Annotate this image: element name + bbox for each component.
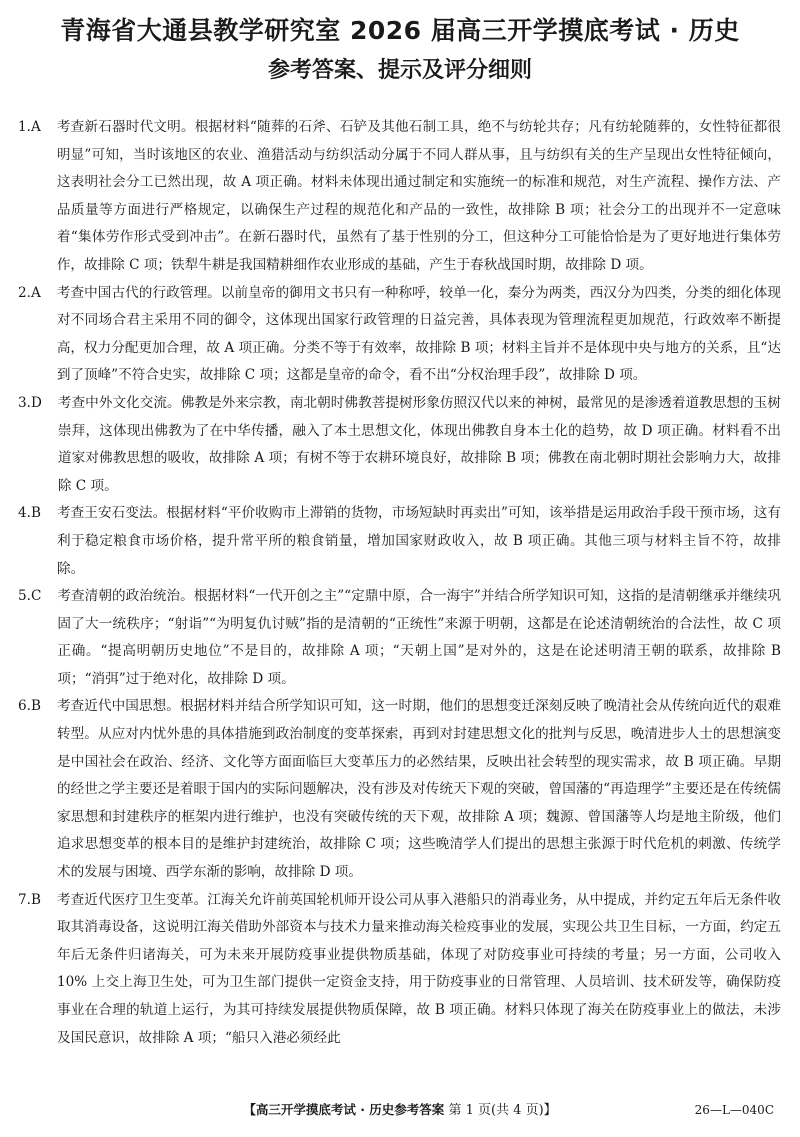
answer-item-5 bbox=[18, 583, 781, 693]
page-subtitle: 参考答案、提示及评分细则 bbox=[267, 58, 532, 83]
answer-choice: B bbox=[30, 698, 41, 715]
page-footer bbox=[0, 1098, 800, 1122]
explanation-text: 考查新石器时代文明。根据材料“随葬的石斧、石铲及其他石制工具，绝不与纺轮共存；凡有纺轮随葬的，女性特征都很明显”可知，当时该地区的农业、渔猎活动与纺织活动分属于不同人群从事，且与纺织有关的生产呈现出女性特征倾向，这表明社会分工已然出现，故 A 项正确。材料未体现出通过制定和实施统一的标准和规范，对生产流程、操作方法、产品质量等方面进行严格规定，以确保生产过程的规范化和产品的一致性，故排除 B 项；社会分工的出现并不一定意味着“集体劳作形式受到冲击”。在新石器时代，虽然有了基于性别的分工，但这种分工可能恰恰是为了更好地进行集体劳作，故排除 C 项；铁犁牛耕是我国精耕细作农业形成的基础，产生于春秋战国时期，故排除 D 项。 bbox=[56, 119, 781, 273]
question-number: 4.B bbox=[18, 505, 41, 522]
footer-center bbox=[0, 1098, 800, 1123]
question-number: 2.A bbox=[18, 284, 41, 301]
answer-item-4 bbox=[18, 500, 781, 583]
explanation-text: 考查近代中国思想。根据材料并结合所学知识可知，这一时期，他们的思想变迁深刻反映了晚清社会从传统向近代的艰难转型。从应对内忧外患的具体措施到政治制度的变革探索，再到对封建思想文化的批判与反思，晚清进步人士的思想演变是中国社会在政治、经济、文化等方面面临巨大变革压力的必然结果，反映出社会转型的现实需求，故 B 项正确。早期的经世之学主要还是着眼于国内的实际问题解决，没有涉及对传统天下观的突破，曾国藩的“再造理学”主要还是在传统儒家思想和封建秩序的框架内进行维护，也没有突破传统的天下观，故排除 A 项；魏源、曾国藩等人均是地主阶级，他们追求思想变革的根本目的是维护封建统治，故排除 C 项；这些晚清学人们提出的思想主张源于时代危机的刺激、传统学术的发展与困境、西学东渐的影响，故排除 D 项。 bbox=[56, 698, 781, 881]
explanation-text: 考查近代医疗卫生变革。江海关允许前英国轮机师开设公司从事入港船只的消毒业务，从中提成，并约定五年后无条件收取其消毒设备，这说明江海关借助外部资本与技术力量来推动海关检疫事业的发展，实现公共卫生目标，一方面，约定五年后无条件归诸海关，可为未来开展防疫事业提供物质基础，体现了对防疫事业可持续的考量；另一方面，公司收入 10% 上交上海卫生处，可为卫生部门提供一定资金支持，用于防疫事业的日常管理、人员培训、技术研发等，确保防疫事业在合理的轨道上运行，为其可持续发展提供物质保障，故 B 项正确。材料只体现了海关在防疫事业上的做法，未涉及国民意识，故排除 A 项；“船只入港必须经此 bbox=[56, 891, 781, 1046]
answer-item-1 bbox=[18, 114, 781, 280]
explanation-text: 考查王安石变法。根据材料“平价收购市上滞销的货物，市场短缺时再卖出”可知，该举措是运用政治手段干预市场，这有利于稳定粮食市场价格，提升常平所的粮食销量，增加国家财政收入，故 B 项正确。其他三项与材料主旨不符，故排除。 bbox=[56, 505, 781, 577]
footer-title: 【高三开学摸底考试 · 历史参考答案 bbox=[243, 1102, 445, 1117]
answer-choice: D bbox=[30, 394, 42, 411]
answer-item-6 bbox=[18, 693, 781, 886]
answer-choice: A bbox=[30, 284, 41, 301]
explanation-text: 考查中国古代的行政管理。以前皇帝的御用文书只有一种称呼，较单一化，秦分为两类，西汉分为四类，分类的细化体现对不同场合君主采用不同的御令，这体现出国家行政管理的日益完善，具体表现为管理流程更加规范，行政效率不断提高，权力分配更加合理，故 A 项正确。分类不等于有效率，故排除 B 项；材料主旨并不是体现中央与地方的关系，且“达到了顶峰”不符合史实，故排除 C 项；这都是皇帝的命令，看不出“分权治理手段”，故排除 D 项。 bbox=[56, 284, 781, 384]
answer-choice: A bbox=[30, 119, 41, 135]
page-title: 青海省大通县教学研究室 2026 届高三开学摸底考试 · 历史 bbox=[60, 16, 740, 45]
question-number: 7.B bbox=[18, 891, 41, 908]
answer-item-7 bbox=[18, 887, 781, 1053]
explanation-text: 考查中外文化交流。佛教是外来宗教，南北朝时佛教菩提树形象仿照汉代以来的神树，最常见的是渗透着道教思想的玉树崇拜，这体现出佛教为了在中华传播，融入了本土思想文化，体现出佛教自身本土化的趋势，故 D 项正确。材料看不出道家对佛教思想的吸收，故排除 A 项；有树不等于农耕环境良好，故排除 B 项；佛教在南北朝时期社会影响力大，故排除 C 项。 bbox=[57, 394, 781, 494]
question-number: 6.B bbox=[18, 698, 41, 715]
answer-choice: B bbox=[30, 891, 41, 908]
question-number: 1.A bbox=[18, 119, 41, 135]
answer-item-2 bbox=[18, 280, 781, 390]
answer-choice: C bbox=[30, 588, 42, 605]
footer-page-number: 第 1 页(共 4 页)】 bbox=[448, 1103, 557, 1118]
explanation-text: 考查清朝的政治统治。根据材料“一代开创之主”“定鼎中原，合一海宇”并结合所学知识可知，这指的是清朝继承并继续巩固了大一统秩序；“射诣”“为明复仇讨贼”指的是清朝的“正统性”来源于明朝，这都是在论述清朝统治的合法性，故 C 项正确。“提高明朝历史地位”不是目的，故排除 A 项；“天朝上国”是对外的，这是在论述明清王朝的联系，故排除 B 项；“消弭”过于绝对化，故排除 D 项。 bbox=[57, 588, 781, 687]
question-number: 3.D bbox=[18, 394, 42, 411]
footer-code: 26—L—040C bbox=[694, 1103, 774, 1117]
answer-list bbox=[18, 114, 781, 1052]
answer-item-3 bbox=[18, 390, 781, 500]
question-number: 5.C bbox=[18, 588, 42, 605]
answer-choice: B bbox=[30, 505, 41, 522]
